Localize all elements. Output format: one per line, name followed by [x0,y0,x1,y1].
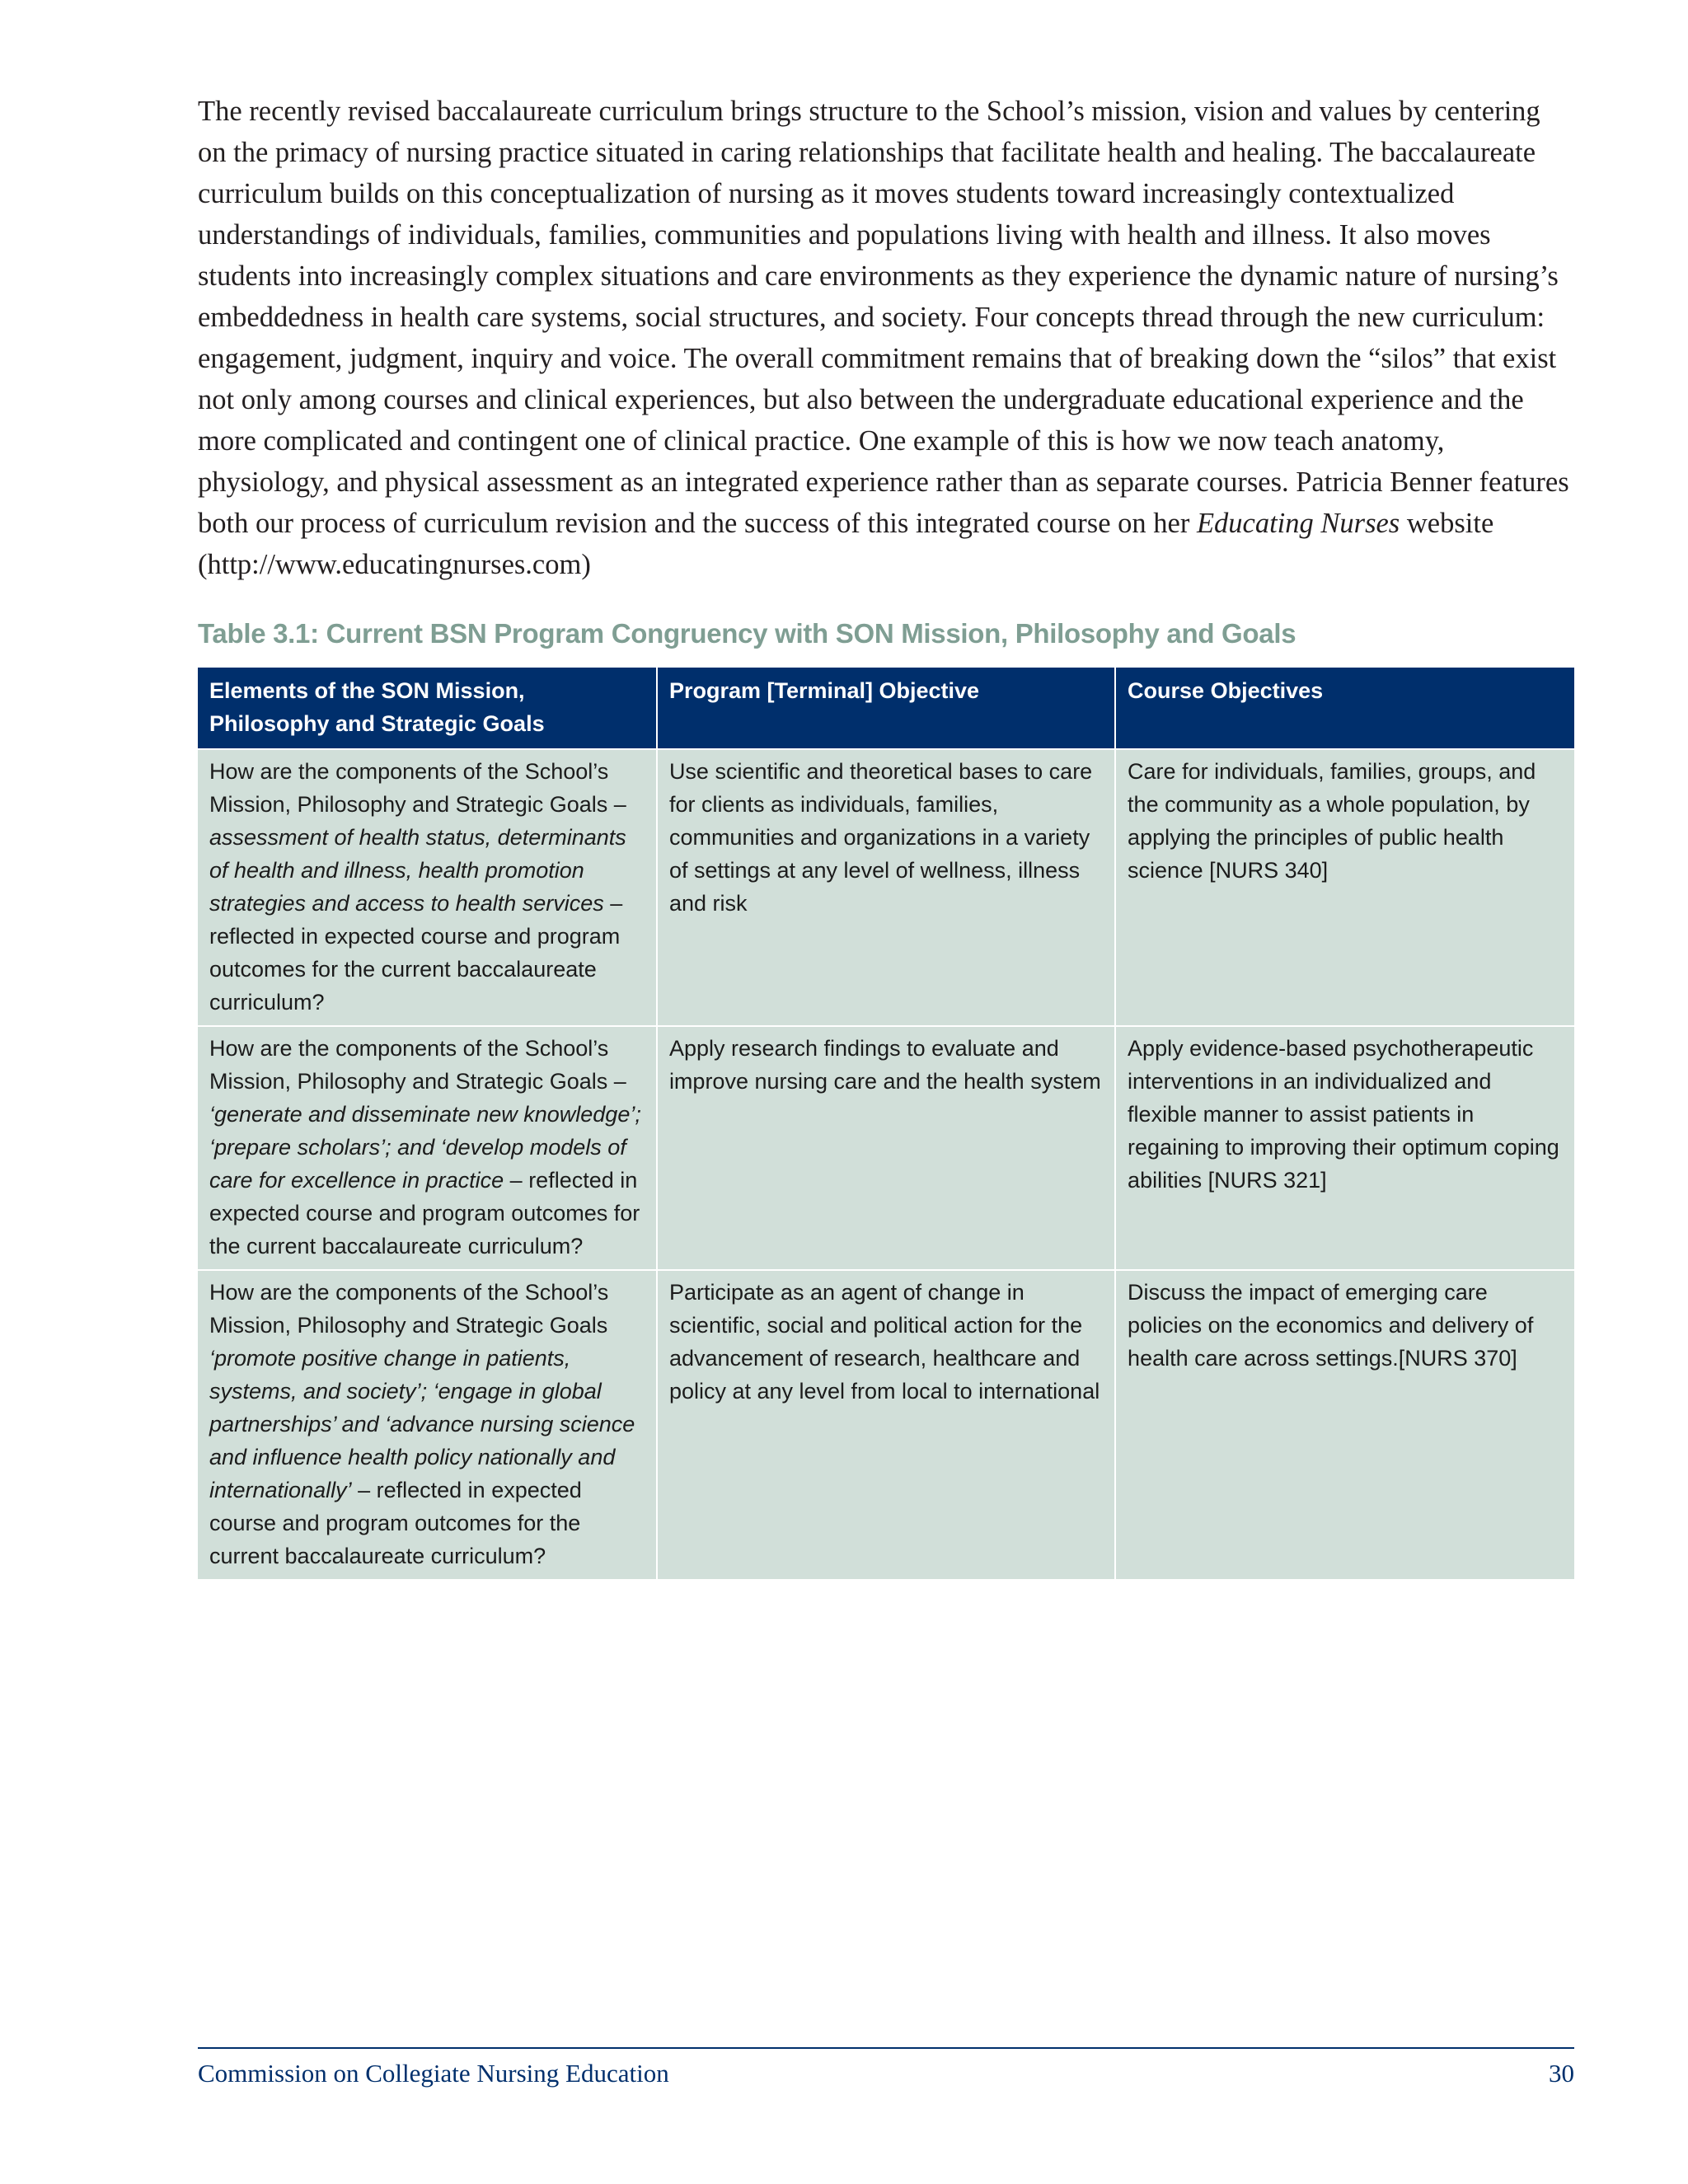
footer-organization: Commission on Collegiate Nursing Education [198,2059,669,2088]
cell-text: – reflected in expected course and program outcomes for the current baccalaureate curriculum? [209,1168,640,1258]
page-content [198,91,1574,1579]
cell-elements [198,1026,657,1270]
cell-text: – reflected in expected course and program outcomes for the current baccalaureate curriculum? [209,1478,582,1568]
page-number: 30 [1549,2059,1574,2088]
table-row [198,1270,1574,1579]
table-row [198,1026,1574,1270]
cell-text-italic: ‘promote positive change in patients, systems, and society’; ‘engage in global partnerships’ and ‘advance nursing science and influence health policy nationally and internationally’ [209,1346,635,1502]
cell-program-objective: Apply research findings to evaluate and improve nursing care and the health system [657,1026,1115,1270]
cell-text-italic: ‘generate and disseminate new knowledge’; ‘prepare scholars’; and ‘develop models of care for excellence in practice [209,1102,641,1193]
page-footer [198,2047,1574,2088]
table-title: Table 3.1: Current BSN Program Congruency with SON Mission, Philosophy and Goals [198,618,1296,649]
intro-text-end: website (http://www.educatingnurses.com) [198,508,1494,580]
intro-text-italic: Educating Nurses [1196,508,1400,539]
table-row [198,749,1574,1026]
cell-course-objective: Apply evidence-based psychotherapeutic interventions in an individualized and flexible manner to assist patients in regaining to improving their optimum coping abilities [NURS 321] [1115,1026,1574,1270]
cell-course-objective: Care for individuals, families, groups, and the community as a whole population, by applying the principles of public health science [NURS 340] [1115,749,1574,1026]
cell-text-italic: assessment of health status, determinants of health and illness, health promotion strategies and access to health services [209,825,626,916]
cell-text: – reflected in expected course and program outcomes for the current baccalaureate curriculum? [209,891,623,1015]
cell-text: How are the components of the School’s Mission, Philosophy and Strategic Goals – [209,759,626,817]
header-elements: Elements of the SON Mission, Philosophy and Strategic Goals [198,668,657,749]
table-header-row [198,668,1574,749]
cell-elements [198,749,657,1026]
intro-paragraph [198,91,1574,585]
header-program-objective: Program [Terminal] Objective [657,668,1115,749]
cell-text: How are the components of the School’s Mission, Philosophy and Strategic Goals – [209,1036,626,1094]
cell-program-objective: Participate as an agent of change in scientific, social and political action for the advancement of research, healthcare and policy at any level from local to international [657,1270,1115,1579]
congruency-table [198,668,1574,1579]
cell-program-objective: Use scientific and theoretical bases to care for clients as individuals, families, communities and organizations in a variety of settings at any level of wellness, illness and risk [657,749,1115,1026]
intro-text-main: The recently revised baccalaureate curriculum brings structure to the School’s mission, vision and values by centering on the primacy of nursing practice situated in caring relationships that facilitate health and healing. The baccalaureate curriculum builds on this conceptualization of nursing as it moves students toward increasingly contextualized understandings of individuals, families, communities and populations living with health and illness. It also moves students into increasingly complex situations and care environments as they experience the dynamic nature of nursing’s embeddedness in health care systems, social structures, and society. Four concepts thread through the new curriculum: engagement, judgment, inquiry and voice. The overall commitment remains that of breaking down the “silos” that exist not only among courses and clinical experiences, but also between the undergraduate educational experience and the more complicated and contingent one of clinical practice. One example of this is how we now teach anatomy, physiology, and physical assessment as an integrated experience rather than as separate courses. Patricia Benner features both our process of curriculum revision and the success of this integrated course on her [198,96,1569,539]
cell-course-objective: Discuss the impact of emerging care policies on the economics and delivery of health care across settings.[NURS 370] [1115,1270,1574,1579]
header-course-objectives: Course Objectives [1115,668,1574,749]
cell-text: How are the components of the School’s Mission, Philosophy and Strategic Goals [209,1280,609,1338]
cell-elements [198,1270,657,1579]
